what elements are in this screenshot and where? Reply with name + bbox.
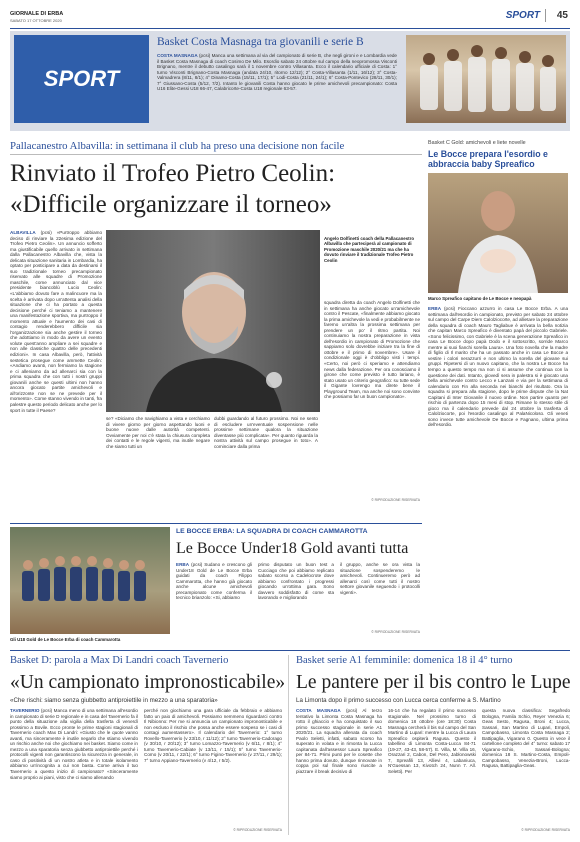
- basketd-subtitle: «Che rischi: siamo senza giubbetto antiproiettile in mezzo a una sparatoria»: [10, 697, 218, 704]
- sport-banner-label: SPORT: [14, 35, 149, 123]
- photo-marco-spreafico: [428, 173, 568, 293]
- u18-col3: il gruppo, anche se ora vista la situazione sospenderemo le amichevoli. Continueremo però ad allenarci così come tutti il nostro settore giovanile seguendo i protocolli vigenti».: [340, 562, 420, 595]
- a1-subtitle: La Limonta dopo il primo successo con Lucca cerca conferme a S. Martino: [296, 697, 501, 704]
- sidebar-photo-caption: Marco Spreafico capitano de Le Bocce e neopapà: [428, 296, 532, 301]
- team-photo-costa-masnaga: [406, 35, 566, 123]
- father-baby-illustration: [428, 173, 568, 293]
- u18-col1: ERBA (pcsi) Sudano e crescono gli Under18 Gold de Le Bocce Erba guidati da coach Filippo Cammarotta, che hanno già giocato anche alcune amichevoli precampionato come conferma il tecnico brianzolo: «Si, abbiamo: [176, 562, 252, 601]
- sidebar-kicker: Basket C Gold: amichevoli e liete novelle: [428, 140, 526, 146]
- a1-kicker: Basket serie A1 femminile: domenica 18 il 4° turno: [296, 655, 513, 666]
- u18-team-illustration: [10, 527, 170, 634]
- main-signature: © RIPRODUZIONE RISERVATA: [371, 498, 420, 502]
- basketd-col1: TAVERNERIO (pcsi) Manca meno di una settimana all'esordio in campionato di serie D regionale e in casa del Tavernerio fa il punto della situazione alla vigilia della trasferta di venerdì prossimo a Bovile. Ecco pronte le prime stagioni stagionali di Tavernerio coach Max Di Landri: «Giusto che le quote vanno avanti, ma sinceramente è inutile negarlo che stiamo vivendo un rischio anche noi che giochiamo nei basket. Siamo come in mezzo a una sparatoria senza giubbetto antiproiettile perché i protocolli vigenti non garantiscono la sicurezza in generale, in caso di positività di un nostro atleta e in totale isolamento abbiamo un'incognita a cui non basta. Come arriva il tuo Tavernerio a questo inizio di campionato? «Sinceramente siamo proprio ai piani, visto che ci siamo allenando: [10, 708, 138, 780]
- sport-banner: [10, 31, 570, 131]
- sidebar-title: Le Bocce prepara l'esordio e abbraccia baby Spreafico: [428, 149, 548, 169]
- u18-kicker: LE BOCCE ERBA: LA SQUADRA DI COACH CAMMAROTTA: [176, 528, 368, 535]
- paper-name: GIORNALE DI ERBA: [10, 11, 64, 17]
- u18-title: Le Bocce Under18 Gold avanti tutta: [176, 540, 409, 557]
- coach-portrait-illustration: [106, 230, 320, 412]
- banner-headline: Basket Costa Masnaga tra giovanili e serie B: [157, 36, 364, 48]
- sidebar-box: [426, 140, 570, 520]
- main-col3: dubbi guardando al futuro prossimo. Noi ne sento di escludere un'eventuale sospensione nelle prossime settimane qualora la situazione diventasse più complicata». Per quanto riguarda la nostra attività sul campo prosegue in toto». A cominciare dalla prima: [214, 416, 318, 449]
- sidebar-body: ERBA (pcsi) Fioccano azzurro in casa Le Bocce Erba. A una settimana dall'esordio in campionato, previsto per sabato 24 ottobre sul campo del Carpe Diem Calolziocorte, ad allietare la preparazione della squadra di coach Mauro Tagliabue è arrivata la bella notizia che capitan Marco Spreafico è diventato papà del piccolo Gabriele. «Sono felicissimo, con Gabriele è la scena generazione Spreafico in casa Le Bocce dopo papà Dodo e il sottoscritto, sorride Marco mentre ai suoi fianchi sorella Laura». Una foto novella che la madre di figlio di Il marito che ha un passato anche in casa Le Bocce a vestire i colori nerazzurri e non ultimo la sorella del giovane sui gruppi. Ripetersi di un nuovo capitano, che la nostra Le Bocce ha tempo a questo tempo ma non ci si assume che continua con la questione dei dati. Intanto, giovedì sera in palestra si è giocato una bella amichevole contro Lecco e Lanzani e via per la settimana di calendario con Fin alla seconda nei bianchi del risultato. Ora la squadra si prepara alla stagione, dopo le prime dispute che la Nat Capitani di Inter Giovanile il nuovo ordine. Non partire quanto per rischio di partenza dopo 15 mesi di stop. Rimane lo stesso stile di gioco ma il calendario prevede dal 24 ottobre la trasferta di Calolziocorte, poi l'esordio casalingo al PalaNicoloso. Gli veneti sono invece tutte amichevole De Bocce e Fagnano, ultima prima dell'esordio.: [428, 306, 568, 428]
- a1-col2: 16-14 che ha regalato il primo successo stagionale. Nel prossimo turno di domenica 18 ottobre (ore 18:30) Costa Masnaga cercherà il bis sul campo del San Martino di Lupari: mentre la Lucca di Laura Spreafico ospiterà Ragusa. Questo il tabellino di Limonta Costa-Lucca 84-71 (19-27, 43-43, 58-57). E. Villa, M. Villa 16, Orazzari 2, Cabon, Del Pero, Jablonowski 7, Spreafili 13, Allievi 4, Labaniuca, N'Guessan 13, Kivotch 24, Nunn 7. All. Seletti). Per: [388, 708, 476, 775]
- a1-col1: COSTA MASNAGA (pcsi) Al terzo tentativo la Limonta Costa Masnaga ha rotto il ghiaccio e ha conquistato il suo primo successo stagionale in serie A1 2020/21. La squadra allenata da coach Paolo Seletti, infatti, sabato scorso ha superato in volata e in rimonta la Lucca capitanata dall'assessor Laura Spreafico per 84-71. Primi punti per le cosette che hanno prima dovuto, dunque rinnovate in coppa poi sul finale sono riuscite a piazzare il break decisivo di: [296, 708, 382, 775]
- photo-u18-team: [10, 527, 170, 634]
- section-divider: [545, 9, 546, 22]
- photo-caption-dolfinetti: Angelo Dolfinetti coach della Pallacanestro Albavilla che parteciperà al campionato di Promozione maschile 2020/21 ma che ha dovuto rinviare il tradizionale Trofeo Pietro Ceolin: [324, 236, 415, 263]
- basketd-kicker: Basket D: parola a Max Di Landri coach Tavernerio: [10, 655, 229, 666]
- a1-signature: © RIPRODUZIONE RISERVATA: [521, 828, 570, 832]
- u18-col2: primo disputato un buon test a Cucciago che poi abbiamo replicato sabato scorso a Cadelocrote dove abbiamo confrontato i progressi giocando un'ottima gara. Sono davvero soddisfatto di come sta lavorando e migliorando: [258, 562, 334, 601]
- issue-date: SABATO 17 OTTOBRE 2020: [10, 18, 62, 23]
- basketd-signature: © RIPRODUZIONE RISERVATA: [233, 828, 282, 832]
- u18-photo-caption: Gli U18 Gold de Le Bocce Erba di coach Cammarotta: [10, 637, 121, 642]
- main-col4: squadra diretta da coach Angelo Dolfinetti che in settimana ha anche giocato un'amichevole contro il Pescate, «finalmente abbiamo giocato la prima amichevole la vedi e probabilmente ne faremo un'altra la prossima settimana per prendere un po' il ritmo partita. Noi continuiamo la nostra preparazione in vista dell'esordio in campionato di Promozione che sappiamo solo dovrebbe iniziare tra la fine di ottobre e il primo di novembre». Usare il condizionale oggi è d'obbligo visti i tempi. «Certo, noi però ci speriamo e attendiamo news dalla federazione. Per ora conosciamo il girone che come previsto è tutto lariano, è stato usato un criterio geografico: su tutte sede il Gigante lovrengo ma direte bene il Playground Team, ma anche noi sono convinte che possiamo far un buon campionato».: [324, 300, 420, 400]
- section-label: SPORT: [505, 10, 540, 21]
- main-title-line1: Rinviato il Trofeo Pietro Ceolin:: [10, 160, 336, 187]
- banner-body: COSTA MASNAGA (pcsi) Manca una settimana al via del campionato di serie B, che negli gironi e e Lombardia vede il Basket Costa Masnaga di coach Cosimo De Milo. Esordio sabato 24 ottobre sul campo della neopromossa Visconti Brignano, mentre il debutto casalingo sarà il 1 novembre contro Villasanta. Ecco il calendario ufficiale di Costa: 1° turno Visconti Brignano-Costa Masnaga (andata 24/10, ritorno 12/12); 2° Costa-Villasanta (1/11, 16/12); 3° Costa-Valmadrera (8/11, 8/1); 4° Dinamo-Costa (15/11, 17/1); 5° Lodi-Costa (21/11, 24/1); 6° Costa-Pontevico (28/11, 30/1); 7° Giussano-Costa (5/12, 7/2). Intanto le giovanili Costa hanno giocato le prime amichevoli precampionato: Costa U16 Elite-Gessi U18 66-47, Calabricorte-Costa U18 regionale 63-57.: [157, 53, 397, 92]
- basketd-col2: perché non giochiamo una gara ufficiale da febbraio e abbiamo fatto un paio di amichevoli. Possiamo nemmeno riguardarci contro Il Nibionno: Per me si annuncia un campionato impronosticabile e non escluso il rischio che possa anche essere sospeso se i casi di contagi aumentassero». Il calendario del Tavernerio: 1° turno Rovello-Tavernerio (v 23/10, r 11/12); 2° turno Tavernerio-Cadorago (v 30/10, r 20/12); 3° turno Lomazzo-Tavernerio (v 6/11, r 8/1); 4° turno Tavernerio-Cabiate (v 13/11, r 15/1); 5° turno Tavernerio-Como (v 20/11, r 22/1); 6° turno Figino-Tavernerio (v 27/11, r 29/1); 7° turno Appiano-Tavernerio (v 4/12, r 5/2).: [144, 708, 282, 763]
- page-number: 45: [556, 10, 568, 21]
- team-players-illustration: [406, 35, 566, 123]
- u18-signature: © RIPRODUZIONE RISERVATA: [371, 630, 420, 634]
- a1-col3: questa nuova classifica: Segafredo Bologna, Famila Schio, Reyer Venezia 6; Geas Sesto, Ragusa, Broni 4; Lucca, Sassari, San Martino di Lupari, Empoli, Campobasso, Limonta Costa Masnaga 2; Battipaglia, Vigarano 0. Questo in vece il cartellone completo del 4° turno: sabato 17 Vigarano-Schio, Sassari-Bologna; domenica 18 S. Martino-Costa, Empoli-Campobasso, Venezia-Broni, Lucca-Ragusa, Battipaglia-Geas.: [482, 708, 570, 769]
- main-col2: se? «Diciamo che navighiamo a vista e cerchiamo di vivere giorno per giorno aspettando luoni e buone nuove dalle autorità competenti. Ovviamente per noi c'è stata la chiusura completa dei contatti e le regole vigenti, ma inutile negare che siamo tutti un: [106, 416, 210, 449]
- a1-title: Le pantere per il bis contro le Lupe: [296, 672, 571, 693]
- main-col1: ALBAVILLA (pcsi) «Purtroppo abbiamo deciso di rinviare la 22esima edizione del Trofeo Pietro Ceolin». Un annuncio sofferto ma giustificabile quello arrivato in settimana dalla Pallacanestro Albavilla che, vista la delicata situazione sanitaria in Lombardia, ha optato per posticipare a data da destinarsi il suo tradizionale torneo precampionato riservato alle squadre di Promozione maschile, come annunciato dal vice presidente biancoblù Lucio Ceolin: «L'abbiamo dovuto fare a malincuore ma la scelta è arrivata dopo un'attenta analisi della situazione che ci ha portato a questa decisione perché ci teniamo a mantenere una manifestazione sportiva, ma purtroppo il momento attuale e l'aumento dei casi di contagio renderebbero difficile sia l'organizzazione sia anche gestire il torneo che adottiamo in modo da avere un evento volute quest'anno ampliare a sei squadre e non alle classiche quattro delle precedenti edizioni». In casa Albavilla, però, l'attività sestetica prosegue come ammette Ceolin: «Andiamo avanti, non fermiamo la stagione e ci alleniamo da ad allenarci sia con la prima squadra che con tutti i nostri gruppi giovanili anche se questi ultimi non hanno ancora giocato partite amichevoli e all'orizzonte non se ne prevede per il momento». Come stanno vivendo in tanti, fra palestre questo periodo delicato anche per lo sport in tutte il Paese?: [10, 230, 102, 413]
- main-kicker: Pallacanestro Albavilla: in settimana il club ha preso una decisione non facile: [10, 140, 345, 152]
- photo-angelo-dolfinetti: [106, 230, 320, 412]
- basketd-title: «Un campionato impronosticabile»: [10, 672, 286, 693]
- main-title-line2: «Difficile organizzare il torneo»: [10, 191, 332, 218]
- masthead: [10, 8, 570, 30]
